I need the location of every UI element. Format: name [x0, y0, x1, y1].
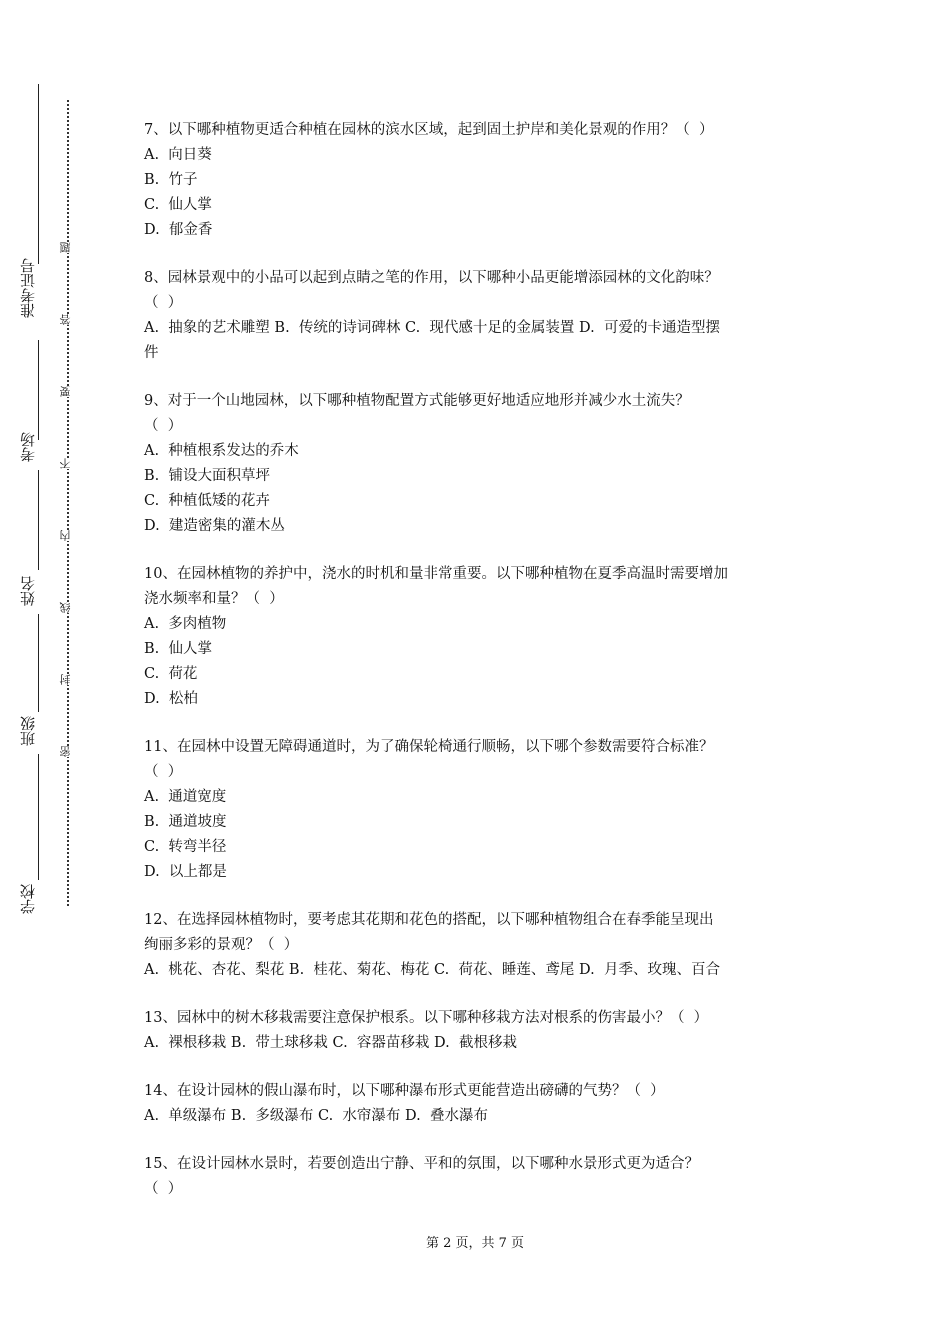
answer-brackets: （ ）	[144, 1181, 183, 1197]
seal-char: 题	[60, 242, 76, 253]
question-stem: 15、在设计园林水景时，若要创造出宁静、平和的氛围，以下哪种水景形式更为适合？	[144, 1156, 699, 1172]
question-9	[144, 389, 814, 539]
question-stem: 14、在设计园林的假山瀑布时，以下哪种瀑布形式更能营造出磅礴的气势？（ ）	[144, 1083, 665, 1099]
option-c: C. 种植低矮的花卉	[144, 493, 270, 509]
question-7	[144, 118, 814, 243]
seal-line	[67, 100, 69, 906]
seal-char: 答	[60, 314, 76, 325]
margin-label-school: 学校	[19, 884, 37, 914]
option-b: B. 仙人掌	[144, 641, 212, 657]
question-10	[144, 562, 814, 712]
option-a: A. 多肉植物	[144, 616, 227, 632]
margin-label-exam-id: 准考证号	[19, 258, 37, 318]
margin-rule-top	[38, 84, 39, 264]
margin-label-name: 姓名	[19, 576, 37, 606]
question-stem: 11、在园林中设置无障碍通道时，为了确保轮椅通行顺畅，以下哪个参数需要符合标准？	[144, 739, 714, 755]
question-stem-continued: 浇水频率和量？（ ）	[144, 591, 284, 607]
options-inline: A. 桃花、杏花、梨花 B. 桂花、菊花、梅花 C. 荷花、睡莲、鸢尾 D. 月季、玫瑰、百合	[144, 962, 720, 978]
question-stem: 7、以下哪种植物更适合种植在园林的滨水区域，起到固土护岸和美化景观的作用？（ ）	[144, 122, 714, 138]
options-inline: A. 单级瀑布 B. 多级瀑布 C. 水帘瀑布 D. 叠水瀑布	[144, 1108, 488, 1124]
option-b: B. 竹子	[144, 172, 198, 188]
margin-rule	[38, 470, 39, 570]
seal-char: 封	[60, 674, 76, 685]
question-stem: 10、在园林植物的养护中，浇水的时机和量非常重要。以下哪种植物在夏季高温时需要增加	[144, 566, 728, 582]
question-stem: 13、园林中的树木移栽需要注意保护根系。以下哪种移栽方法对根系的伤害最小？（ ）	[144, 1010, 709, 1026]
margin-rule	[38, 340, 39, 440]
margin-label-exam-room: 考场	[19, 432, 37, 462]
question-13	[144, 1006, 814, 1056]
question-stem-continued: 绚丽多彩的景观？（ ）	[144, 937, 299, 953]
options-continued: 件	[144, 345, 159, 361]
question-14	[144, 1079, 814, 1129]
option-b: B. 铺设大面积草坪	[144, 468, 270, 484]
option-b: B. 通道坡度	[144, 814, 227, 830]
question-stem: 9、对于一个山地园林，以下哪种植物配置方式能够更好地适应地形并减少水土流失？	[144, 393, 690, 409]
options-inline: A. 抽象的艺术雕塑 B. 传统的诗词碑林 C. 现代感十足的金属装置 D. 可爱的卡通造型摆	[144, 320, 720, 336]
option-d: D. 建造密集的灌木丛	[144, 518, 285, 534]
option-c: C. 转弯半径	[144, 839, 227, 855]
page-footer: 第 2 页，共 7 页	[425, 1236, 525, 1251]
option-c: C. 荷花	[144, 666, 198, 682]
answer-brackets: （ ）	[144, 295, 183, 311]
option-a: A. 通道宽度	[144, 789, 227, 805]
margin-rule	[38, 614, 39, 712]
question-11	[144, 735, 814, 885]
margin-rule	[38, 754, 39, 880]
question-8	[144, 266, 814, 366]
question-12	[144, 908, 814, 983]
seal-char: 内	[60, 530, 76, 541]
question-list	[144, 118, 814, 1225]
option-a: A. 向日葵	[144, 147, 212, 163]
options-inline: A. 裸根移栽 B. 带土球移栽 C. 容器苗移栽 D. 截根移栽	[144, 1035, 517, 1051]
option-c: C. 仙人掌	[144, 197, 212, 213]
question-15	[144, 1152, 814, 1202]
answer-brackets: （ ）	[144, 764, 183, 780]
answer-brackets: （ ）	[144, 418, 183, 434]
seal-char: 密	[60, 746, 76, 757]
option-d: D. 以上都是	[144, 864, 227, 880]
seal-char: 线	[60, 602, 76, 613]
question-stem: 8、园林景观中的小品可以起到点睛之笔的作用，以下哪种小品更能增添园林的文化韵味？	[144, 270, 719, 286]
option-d: D. 郁金香	[144, 222, 213, 238]
margin-label-class: 班级	[19, 716, 37, 746]
seal-char: 不	[60, 458, 76, 469]
option-a: A. 种植根系发达的乔木	[144, 443, 299, 459]
seal-char: 要	[60, 386, 76, 397]
option-d: D. 松柏	[144, 691, 198, 707]
question-stem: 12、在选择园林植物时，要考虑其花期和花色的搭配，以下哪种植物组合在春季能呈现出	[144, 912, 714, 928]
